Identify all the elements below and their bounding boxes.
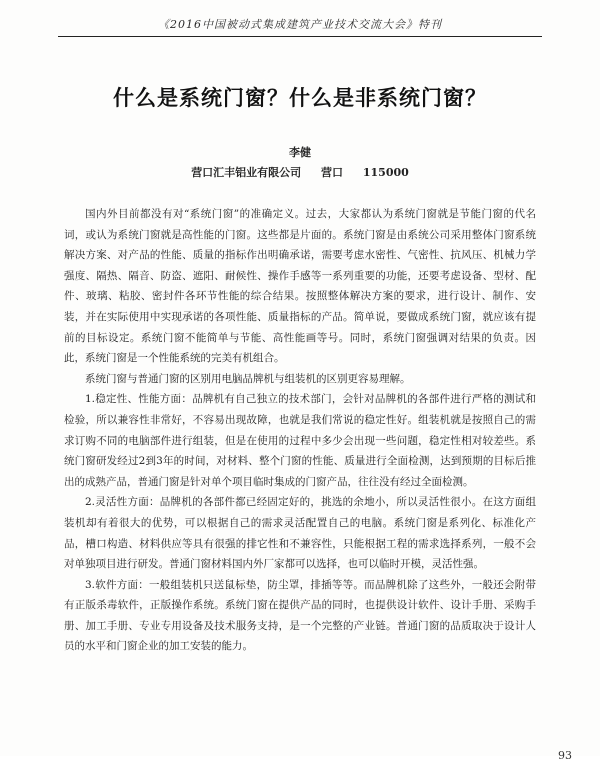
affiliation-postcode: 115000 xyxy=(362,166,409,179)
author-affiliation xyxy=(0,164,600,180)
affiliation-city: 营口 xyxy=(321,166,344,179)
header-rule xyxy=(58,36,542,37)
affiliation-company: 营口汇丰铝业有限公司 xyxy=(191,166,302,179)
page-number: 93 xyxy=(558,749,572,762)
article-title: 什么是系统门窗？什么是非系统门窗？ xyxy=(113,86,487,110)
body-paragraph: 2.灵活性方面：品牌机的各部件都已经固定好的，挑选的余地小，所以灵活性很小。在这方面组装机却有着很大的优势，可以根据自己的需求灵活配置自己的电脑。系统门窗是系列化、标准化产品，槽口构造、材料供应等具有很强的排它性和不兼容性，只能根据工程的需求选择系列，一般不会对单独项目进行研发。普通门窗材料国内外厂家都可以选择，也可以临时开模，灵活性强。 xyxy=(64,496,536,571)
article-body xyxy=(64,204,536,657)
body-paragraph: 系统门窗与普通门窗的区别用电脑品牌机与组装机的区别更容易理解。 xyxy=(85,372,411,385)
body-paragraph: 国内外目前都没有对“系统门窗”的准确定义。过去，大家都认为系统门窗就是节能门窗的代名词，或认为系统门窗就是高性能的门窗。这些都是片面的。系统门窗是由系统公司采用整体门窗系统解决方案、对产品的性能、质量的指标作出明确承诺，需要考虑水密性、气密性、抗风压、机械力学强度、隔热、隔音、防盗、遮阳、耐候性、操作手感等一系列重要的功能，还要考虑设备、型材、配件、玻璃、粘胶、密封件各环节性能的综合结果。按照整体解决方案的要求，进行设计、制作、安装，并在实际使用中实现承诺的各项性能、质量指标的产品。简单说，要做成系统门窗，就应该有提前的目标设定。系统门窗不能简单与节能、高性能画等号。同时，系统门窗强调对结果的负责。因此，系统门窗是一个性能系统的完美有机组合。 xyxy=(64,208,536,365)
author-name: 李健 xyxy=(289,146,311,159)
running-header: 《2016中国被动式集成建筑产业技术交流大会》特刊 xyxy=(158,18,442,31)
body-paragraph: 1.稳定性、性能方面：品牌机有自己独立的技术部门，会针对品牌机的各部件进行严格的测试和检验，所以兼容性非常好，不容易出现故障，也就是我们常说的稳定性好。组装机就是按照自己的需求订购不同的电脑部件进行组装，但是在使用的过程中多少会出现一些问题，稳定性相对较差些。系统门窗研发经过2到3年的时间，对材料、整个门窗的性能、质量进行全面检测，达到预期的目标后推出的成熟产品，普通门窗是针对单个项目临时集成的门窗产品，往往没有经过全面检测。 xyxy=(64,393,536,488)
body-paragraph: 3.软件方面：一般组装机只送鼠标垫，防尘罩，排插等等。而品牌机除了这些外，一般还会附带有正版杀毒软件，正版操作系统。系统门窗在提供产品的同时，也提供设计软件、设计手册、采购手册、加工手册、专业专用设备及技术服务支持，是一个完整的产业链。普通门窗的品质取决于设计人员的水平和门窗企业的加工安装的能力。 xyxy=(64,578,536,653)
